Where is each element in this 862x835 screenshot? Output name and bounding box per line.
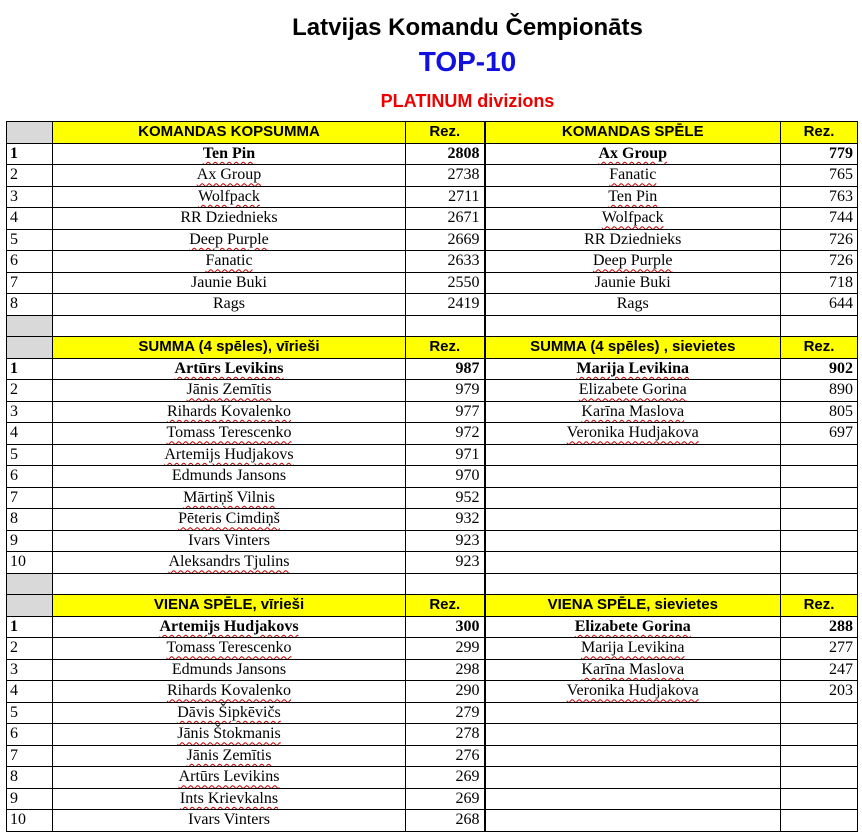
table-row xyxy=(7,788,858,810)
right-name-cell xyxy=(485,380,781,402)
right-score-cell: 763 xyxy=(781,186,858,208)
left-name-cell-text: Tomass Terescenko xyxy=(166,424,292,442)
right-name-cell-text: Ten Pin xyxy=(608,187,658,205)
table-row xyxy=(7,509,858,531)
left-name-cell: Ivars Vinters xyxy=(53,810,406,832)
left-score-cell: 952 xyxy=(406,487,485,509)
left-name-cell-text: Mārtiņš Vilnis xyxy=(183,488,275,506)
right-name-cell xyxy=(485,724,781,746)
rank-cell: 2 xyxy=(7,638,53,660)
rank-cell: 1 xyxy=(7,358,53,380)
left-score-cell: 2550 xyxy=(406,272,485,294)
right-name-cell xyxy=(485,659,781,681)
spacer-cell xyxy=(7,315,53,337)
right-score-cell xyxy=(781,487,858,509)
left-score-cell: 923 xyxy=(406,530,485,552)
header-rank-cell xyxy=(7,337,53,359)
rank-cell: 9 xyxy=(7,530,53,552)
left-name-cell xyxy=(53,358,406,380)
right-name-cell-text: Elizabete Gorina xyxy=(578,381,687,399)
right-name-cell-text: Elizabete Gorina xyxy=(574,617,691,635)
right-section-title: SUMMA (4 spēles) , sievietes xyxy=(485,337,781,359)
left-score-cell: 970 xyxy=(406,466,485,488)
left-name-cell-text: Fanatic xyxy=(205,252,253,270)
spacer-cell xyxy=(781,573,858,595)
left-name-cell xyxy=(53,423,406,445)
rank-cell: 5 xyxy=(7,444,53,466)
rank-cell: 3 xyxy=(7,186,53,208)
table-row xyxy=(7,186,858,208)
rank-cell: 6 xyxy=(7,724,53,746)
section-header-row xyxy=(7,595,858,617)
left-name-cell xyxy=(53,616,406,638)
left-rez-header: Rez. xyxy=(406,595,485,617)
spacer-cell xyxy=(406,315,485,337)
left-score-cell: 2808 xyxy=(406,143,485,165)
spacer-cell xyxy=(485,315,781,337)
right-name-cell-text: Karīna Maslova xyxy=(581,660,685,678)
table-row xyxy=(7,423,858,445)
right-name-cell xyxy=(485,810,781,832)
spacer-cell xyxy=(53,315,406,337)
division-title: PLATINUM divizions xyxy=(380,91,555,111)
left-name-cell: Edmunds Jansons xyxy=(53,659,406,681)
left-name-cell-text: Pēteris Cimdiņš xyxy=(178,510,280,528)
right-rez-header: Rez. xyxy=(781,337,858,359)
table-row xyxy=(7,659,858,681)
left-name-cell xyxy=(53,788,406,810)
right-name-cell-text: Veronika Hudjakova xyxy=(566,424,699,442)
left-score-cell: 972 xyxy=(406,423,485,445)
table-row xyxy=(7,487,858,509)
right-score-cell: 644 xyxy=(781,294,858,316)
right-name-cell-text: Karīna Maslova xyxy=(581,402,685,420)
left-score-cell: 2419 xyxy=(406,294,485,316)
rank-cell: 8 xyxy=(7,294,53,316)
right-score-cell: 288 xyxy=(781,616,858,638)
left-name-cell-text: Tomass Terescenko xyxy=(166,639,292,657)
rank-cell: 5 xyxy=(7,702,53,724)
spacer-cell xyxy=(406,573,485,595)
table-row xyxy=(7,810,858,832)
rank-cell: 2 xyxy=(7,380,53,402)
left-score-cell: 932 xyxy=(406,509,485,531)
right-name-cell-text: Wolfpack xyxy=(601,209,664,227)
left-name-cell xyxy=(53,724,406,746)
header-rank-cell xyxy=(7,595,53,617)
table-row xyxy=(7,165,858,187)
table-row xyxy=(7,208,858,230)
right-name-cell xyxy=(485,186,781,208)
table-row xyxy=(7,702,858,724)
left-score-cell: 987 xyxy=(406,358,485,380)
left-rez-header: Rez. xyxy=(406,122,485,144)
right-section-title: KOMANDAS SPĒLE xyxy=(485,122,781,144)
left-score-cell: 923 xyxy=(406,552,485,574)
rank-cell: 3 xyxy=(7,401,53,423)
left-name-cell xyxy=(53,638,406,660)
left-name-cell-text: Ints Krievkalns xyxy=(179,789,279,807)
rank-cell: 1 xyxy=(7,616,53,638)
left-section-title: KOMANDAS KOPSUMMA xyxy=(53,122,406,144)
table-row xyxy=(7,272,858,294)
right-name-cell-text: Veronika Hudjakova xyxy=(566,682,699,700)
left-name-cell xyxy=(53,487,406,509)
rank-cell: 8 xyxy=(7,509,53,531)
left-score-cell: 279 xyxy=(406,702,485,724)
right-name-cell xyxy=(485,745,781,767)
left-score-cell: 269 xyxy=(406,788,485,810)
left-name-cell: Edmunds Jansons xyxy=(53,466,406,488)
rank-cell: 4 xyxy=(7,681,53,703)
left-name-cell xyxy=(53,745,406,767)
rank-cell: 6 xyxy=(7,466,53,488)
right-score-cell: 902 xyxy=(781,358,858,380)
right-name-cell-text: Marija Levikina xyxy=(580,639,685,657)
spacer-cell xyxy=(781,315,858,337)
left-name-cell: Rags xyxy=(53,294,406,316)
spacer-cell xyxy=(485,573,781,595)
table-row xyxy=(7,294,858,316)
right-section-title: VIENA SPĒLE, sievietes xyxy=(485,595,781,617)
right-name-cell xyxy=(485,208,781,230)
left-score-cell: 979 xyxy=(406,380,485,402)
spacer-cell xyxy=(7,573,53,595)
rank-cell: 10 xyxy=(7,810,53,832)
left-name-cell-text: Ax Group xyxy=(196,166,262,184)
left-name-cell-text: Artūrs Levikins xyxy=(174,359,284,377)
right-name-cell xyxy=(485,616,781,638)
table-row xyxy=(7,444,858,466)
table-row xyxy=(7,530,858,552)
rank-cell: 7 xyxy=(7,745,53,767)
right-score-cell xyxy=(781,702,858,724)
left-name-cell-text: Wolfpack xyxy=(198,187,260,205)
rank-cell: 3 xyxy=(7,659,53,681)
spacer-row xyxy=(7,315,858,337)
right-score-cell xyxy=(781,444,858,466)
right-score-cell: 744 xyxy=(781,208,858,230)
left-name-cell xyxy=(53,401,406,423)
table-row xyxy=(7,466,858,488)
left-score-cell: 2669 xyxy=(406,229,485,251)
left-rez-header: Rez. xyxy=(406,337,485,359)
right-name-cell: Jaunie Buki xyxy=(485,272,781,294)
right-name-cell xyxy=(485,251,781,273)
left-name-cell xyxy=(53,186,406,208)
right-score-cell xyxy=(781,509,858,531)
rank-cell: 6 xyxy=(7,251,53,273)
section-header-row xyxy=(7,122,858,144)
right-name-cell-text: Marija Levikina xyxy=(576,359,689,377)
left-score-cell: 2738 xyxy=(406,165,485,187)
left-name-cell-text: Aleksandrs Tjulins xyxy=(168,553,290,571)
left-name-cell xyxy=(53,165,406,187)
rank-cell: 4 xyxy=(7,208,53,230)
right-name-cell xyxy=(485,767,781,789)
right-name-cell xyxy=(485,487,781,509)
right-score-cell: 718 xyxy=(781,272,858,294)
results-table xyxy=(6,121,858,832)
left-name-cell-text: Artemijs Hudjakovs xyxy=(159,617,299,635)
left-name-cell xyxy=(53,681,406,703)
table-row xyxy=(7,380,858,402)
right-score-cell xyxy=(781,745,858,767)
spacer-cell xyxy=(53,573,406,595)
table-row xyxy=(7,745,858,767)
table-row xyxy=(7,724,858,746)
right-score-cell xyxy=(781,466,858,488)
left-section-title: SUMMA (4 spēles), vīrieši xyxy=(53,337,406,359)
right-score-cell xyxy=(781,724,858,746)
right-name-cell xyxy=(485,638,781,660)
table-row xyxy=(7,143,858,165)
left-section-title: VIENA SPĒLE, vīrieši xyxy=(53,595,406,617)
spacer-row xyxy=(7,573,858,595)
page-subtitle: TOP-10 xyxy=(418,46,517,77)
right-score-cell xyxy=(781,767,858,789)
left-score-cell: 300 xyxy=(406,616,485,638)
rank-cell: 9 xyxy=(7,788,53,810)
right-score-cell xyxy=(781,810,858,832)
right-score-cell: 277 xyxy=(781,638,858,660)
left-name-cell-text: Ten Pin xyxy=(202,144,256,162)
left-score-cell: 2711 xyxy=(406,186,485,208)
left-name-cell-text: Artūrs Levikins xyxy=(178,768,280,786)
right-score-cell: 805 xyxy=(781,401,858,423)
rank-cell: 2 xyxy=(7,165,53,187)
left-score-cell: 298 xyxy=(406,659,485,681)
left-score-cell: 268 xyxy=(406,810,485,832)
left-score-cell: 971 xyxy=(406,444,485,466)
left-name-cell-text: Rihards Kovalenko xyxy=(167,682,291,700)
left-score-cell: 2633 xyxy=(406,251,485,273)
left-score-cell: 278 xyxy=(406,724,485,746)
left-name-cell: Jaunie Buki xyxy=(53,272,406,294)
left-score-cell: 299 xyxy=(406,638,485,660)
table-row xyxy=(7,681,858,703)
right-score-cell: 697 xyxy=(781,423,858,445)
rank-cell: 5 xyxy=(7,229,53,251)
right-name-cell xyxy=(485,358,781,380)
rank-cell: 8 xyxy=(7,767,53,789)
right-name-cell: Rags xyxy=(485,294,781,316)
left-name-cell-text: Jānis Štokmanis xyxy=(177,725,281,743)
right-name-cell xyxy=(485,444,781,466)
right-name-cell xyxy=(485,552,781,574)
right-name-cell xyxy=(485,509,781,531)
right-score-cell: 247 xyxy=(781,659,858,681)
table-row xyxy=(7,229,858,251)
header-rank-cell xyxy=(7,122,53,144)
table-row xyxy=(7,251,858,273)
left-name-cell xyxy=(53,251,406,273)
table-row xyxy=(7,552,858,574)
left-name-cell-text: Artemijs Hudjakovs xyxy=(164,445,294,463)
left-name-cell-text: Jānis Zemītis xyxy=(186,381,272,399)
left-score-cell: 977 xyxy=(406,401,485,423)
rank-cell: 7 xyxy=(7,487,53,509)
left-score-cell: 276 xyxy=(406,745,485,767)
left-score-cell: 269 xyxy=(406,767,485,789)
page-title: Latvijas Komandu Čempionāts xyxy=(292,14,643,41)
right-rez-header: Rez. xyxy=(781,595,858,617)
right-name-cell xyxy=(485,423,781,445)
left-name-cell xyxy=(53,509,406,531)
right-name-cell xyxy=(485,466,781,488)
left-score-cell: 2671 xyxy=(406,208,485,230)
left-name-cell-text: Deep Purple xyxy=(189,230,269,248)
right-name-cell xyxy=(485,681,781,703)
left-name-cell xyxy=(53,380,406,402)
section-header-row xyxy=(7,337,858,359)
right-name-cell xyxy=(485,143,781,165)
right-score-cell: 726 xyxy=(781,229,858,251)
right-name-cell xyxy=(485,530,781,552)
left-name-cell-text: Dāvis Šipkēvičs xyxy=(177,703,281,721)
right-score-cell: 765 xyxy=(781,165,858,187)
right-name-cell-text: Deep Purple xyxy=(592,252,673,270)
left-name-cell xyxy=(53,552,406,574)
left-name-cell: RR Dziednieks xyxy=(53,208,406,230)
table-row xyxy=(7,616,858,638)
rank-cell: 1 xyxy=(7,143,53,165)
right-name-cell xyxy=(485,702,781,724)
right-score-cell: 726 xyxy=(781,251,858,273)
left-name-cell xyxy=(53,143,406,165)
table-row xyxy=(7,767,858,789)
left-name-cell-text: Rihards Kovalenko xyxy=(167,402,291,420)
right-score-cell: 203 xyxy=(781,681,858,703)
right-score-cell: 779 xyxy=(781,143,858,165)
left-name-cell xyxy=(53,229,406,251)
right-name-cell xyxy=(485,788,781,810)
right-name-cell xyxy=(485,401,781,423)
rank-cell: 10 xyxy=(7,552,53,574)
right-rez-header: Rez. xyxy=(781,122,858,144)
right-name-cell xyxy=(485,165,781,187)
left-name-cell xyxy=(53,444,406,466)
left-name-cell xyxy=(53,767,406,789)
left-name-cell-text: Jānis Zemītis xyxy=(186,746,272,764)
left-name-cell: Ivars Vinters xyxy=(53,530,406,552)
table-row xyxy=(7,401,858,423)
right-name-cell-text: Ax Group xyxy=(598,144,668,162)
left-score-cell: 290 xyxy=(406,681,485,703)
right-name-cell: RR Dziednieks xyxy=(485,229,781,251)
right-name-cell-text: Fanatic xyxy=(609,166,657,184)
left-name-cell xyxy=(53,702,406,724)
right-score-cell: 890 xyxy=(781,380,858,402)
right-score-cell xyxy=(781,552,858,574)
right-score-cell xyxy=(781,530,858,552)
table-row xyxy=(7,638,858,660)
rank-cell: 4 xyxy=(7,423,53,445)
table-row xyxy=(7,358,858,380)
rank-cell: 7 xyxy=(7,272,53,294)
right-score-cell xyxy=(781,788,858,810)
